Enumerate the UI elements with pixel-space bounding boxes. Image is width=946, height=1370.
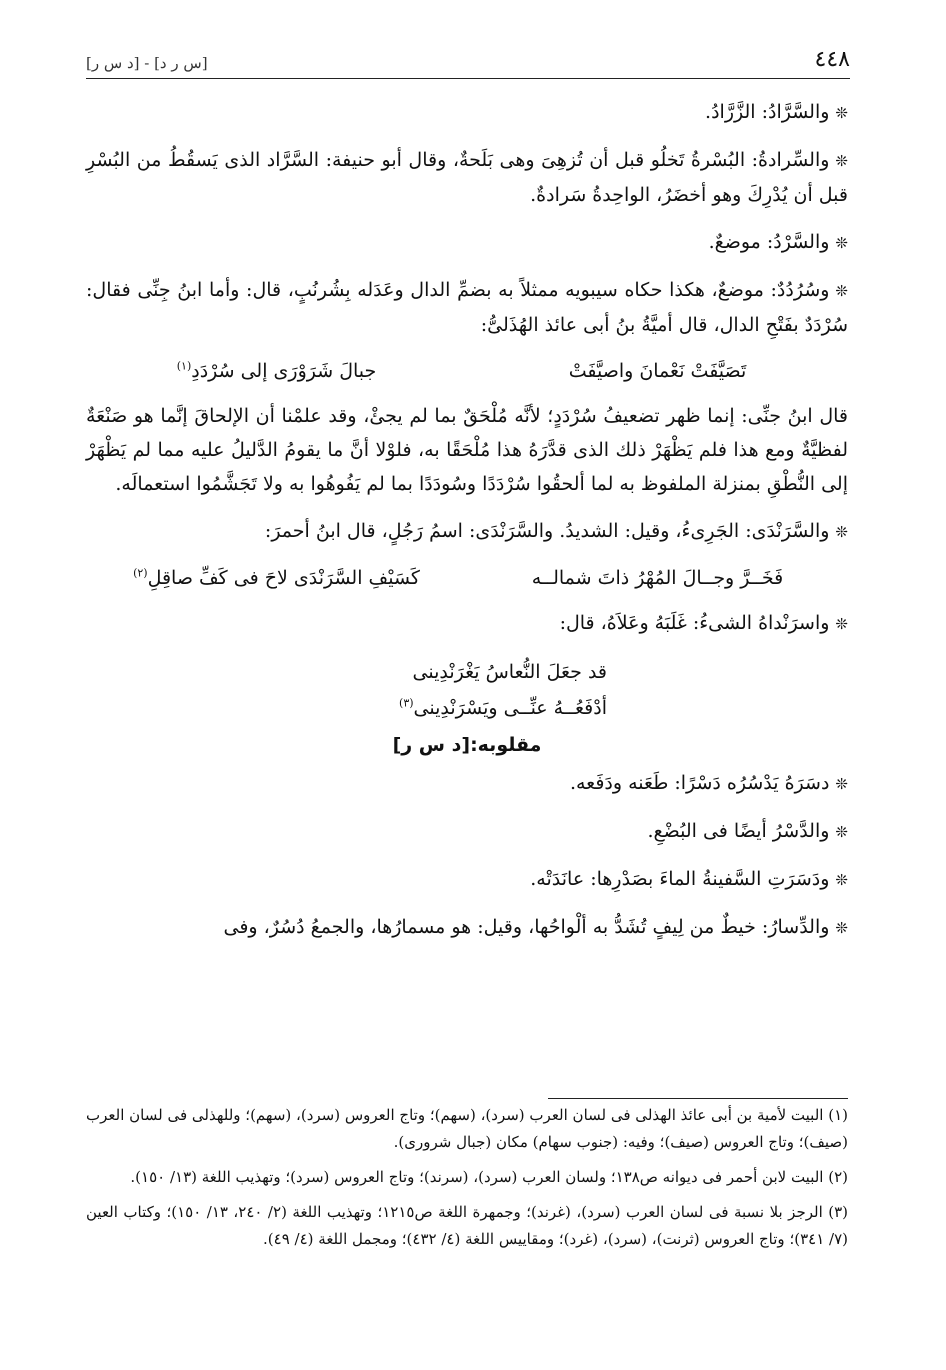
entry-surudud: ❊وسُرُدُدٌ: موضعٌ، هكذا حكاه سيبويه ممثلاً به بضمِّ الدال وعَدَله بِشُرنُبٍ، قال: وأما ابنُ جِنِّى فقال: سُرْدَدٌ بفَتْحِ الدال، قال أميَّةُ بنُ أبى عائذ الهُذَلىُّ:: [86, 279, 848, 336]
entry-disar: ❊والدِّسارُ: خيطٌ من لِيفٍ تُشَدُّ به ألْواحُها، وقيل: هو مسمارُها، والجمعُ دُسُرٌ، وفى: [223, 916, 848, 938]
page-number: ٤٤٨: [814, 47, 850, 72]
footnote: (١) البيت لأمية بن أبى عائذ الهذلى فى لسان العرب (سرد)، (سهم)؛ وتاج العروس (سرد)، (سهم)؛ وللهذلى فى لسان العرب (صيف)؛ وتاج العروس (صيف)؛ وفيه: (جنوب سهام) مكان (جبال شرورى).: [86, 1106, 848, 1151]
verse-hemistich: فَخَــرَّ وجــالَ المُهْرُ ذاتَ شمالــه: [531, 567, 784, 589]
entry-sarrad: ❊والسَّرَّادُ: الزَّرَّادُ.: [705, 101, 848, 123]
header-roots: [س ر د] - [د س ر]: [86, 54, 208, 72]
entry-dasara: ❊دسَرَهُ يَدْسُرُه دَسْرًا: طَعَنه ودَفَعه.: [569, 772, 848, 794]
rajaz-line: قد جعَلَ النُّعاسُ يَغْرَنْدِينى: [412, 661, 607, 683]
verse-hemistich: تَصَيَّفَتْ نَعْمانَ واصيَّفَتْ: [568, 360, 747, 382]
entry-marker-icon: ❊: [835, 282, 848, 300]
running-head: [86, 44, 850, 72]
footnote-rule: [548, 1098, 848, 1099]
verse-ibn-ahmar: [86, 562, 848, 594]
entry-marker-icon: ❊: [835, 823, 848, 841]
entry-marker-icon: ❊: [835, 919, 848, 937]
entry-marker-icon: ❊: [835, 104, 848, 122]
rajaz-verse: [86, 654, 848, 726]
footnote: (٣) الرجز بلا نسبة فى لسان العرب (سرد)، (غرند)؛ وجمهرة اللغة ص١٢١٥؛ وتهذيب اللغة (٢/ ٢٤٠، ١٣/ ١٥٠)؛ وكتاب العين (٧/ ٣٤١)؛ وتاج العروس (ثرنت)، (سرد)، (غرد)؛ ومقاييس اللغة (٤/ ٤٣٢)؛ ومجمل اللغة (٤/ ٤٩).: [86, 1203, 849, 1248]
entry-marker-icon: ❊: [835, 152, 848, 170]
entry-marker-icon: ❊: [835, 775, 848, 793]
main-text: [86, 95, 848, 958]
entry-dasarat: ❊ودَسَرَتِ السَّفينةُ الماءَ بصَدْرِها: عانَدَتْه.: [530, 868, 848, 890]
verse-hemistich: كَسَيْفِ السَّرَنْدَى لاحَ فى كَفِّ صاقِلِ$^{(٢)}$: [133, 566, 420, 589]
rajaz-line: أدْفَعُــهُ عنِّــى ويَسْرَنْدِينى$^{(٣)}$: [399, 696, 607, 719]
entry-marker-icon: ❊: [835, 615, 848, 633]
entry-marker-icon: ❊: [835, 871, 848, 889]
footnote-ref: (٣): [399, 696, 414, 710]
footnotes: [86, 1102, 848, 1261]
entry-isrannda: ❊واسرَنْداهُ الشىءُ: غَلَبَهُ وعَلاَهُ، قال:: [559, 612, 848, 634]
verse-hemistich: جبالَ شَرَوْرَى إلى سُرْدَدِ$^{(١)}$: [176, 359, 377, 382]
footnote: (٢) البيت لابن أحمر فى ديوانه ص١٣٨؛ ولسان العرب (سرد)، (سرند)؛ وتاج العروس (سرد)؛ وتهذيب اللغة (١٣/ ١٥٠).: [130, 1168, 848, 1186]
entry-sarandi: ❊والسَّرَنْدَى: الجَرِىءُ، وقيل: الشديدُ. والسَّرَنْدَى: اسمُ رَجُلٍ، قال ابنُ أحمرَ:: [264, 520, 848, 542]
entry-dasr: ❊والدَّسْرُ أيضًا فى البُضْعِ.: [647, 820, 848, 842]
footnote-ref: (٢): [133, 566, 148, 580]
verse-umayya: [86, 355, 848, 387]
header-rule: [86, 78, 850, 79]
entry-marker-icon: ❊: [835, 523, 848, 541]
entry-siradah: ❊والسِّرادةُ: البُسْرةُ تَخلُو قبل أن تُزهِىَ وهى بَلَحةٌ، وقال أبو حنيفة: السَّرَّاد الذى يَسقُطُ من البُسْرِ قبل أن يُدْرِكَ وهو أخضَرُ، الواحِدةُ سَرادةٌ.: [86, 149, 848, 206]
maqlub-heading: مقلوبه:[د س ر]: [392, 734, 542, 756]
entry-marker-icon: ❊: [835, 234, 848, 252]
ibn-jinni-paragraph: قال ابنُ جنِّى: إنما ظهر تضعيفُ سُرْدَدٍ؛ لأنَّه مُلْحَقٌ بما لم يجئْ، وقد علمْنا أن الإلحاقَ إنَّما هو صَنْعَةٌ لفظيَّةٌ ومع هذا فلم يَظْهَرْ ذلك الذى قدَّرَهُ هذا مُلْحَقًا به، فلوْلا أنَّ ما يقومُ الدَّليلُ عليه مما لم يَظْهَرْ إلى النُّطْقِ بمنزلة الملفوظ به لما ألحقُوا سُرْدَدًا وسُودَدًا بما لم يَفُوهُوا به ولا تَجَشَّمُوا استعمالَه.: [86, 405, 848, 495]
entry-sard: ❊والسَّرْدُ: موضعٌ.: [708, 231, 848, 253]
footnote-ref: (١): [176, 359, 192, 373]
